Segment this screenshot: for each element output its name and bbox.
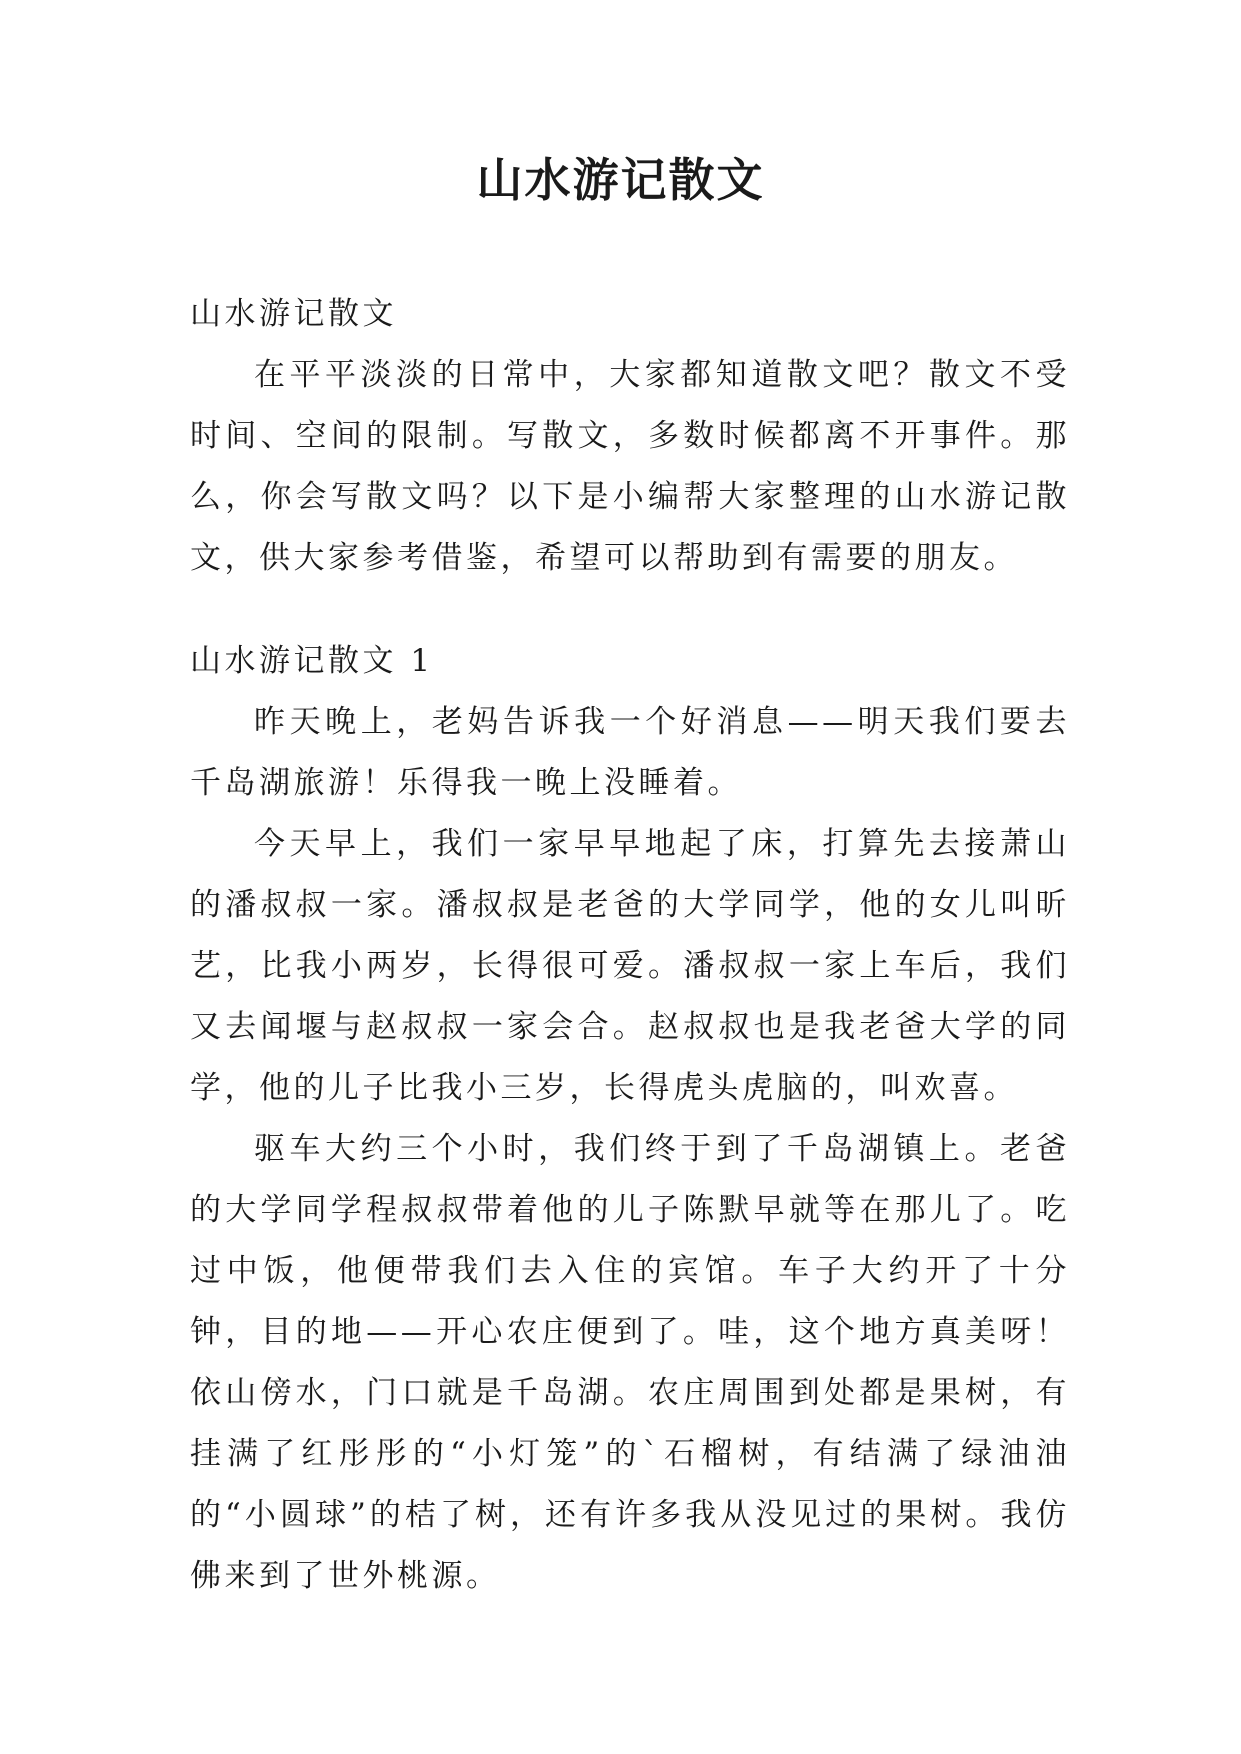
- article-section: [190, 631, 1070, 1607]
- article-paragraph: 驱车大约三个小时，我们终于到了千岛湖镇上。老爸的大学同学程叔叔带着他的儿子陈默早就等在那儿了。吃过中饭，他便带我们去入住的宾馆。车子大约开了十分钟，目的地——开心农庄便到了。哇，这个地方真美呀！依山傍水，门口就是千岛湖。农庄周围到处都是果树，有挂满了红彤彤的“小灯笼”的`石榴树，有结满了绿油油的“小圆球”的桔了树，还有许多我从没见过的果树。我仿佛来到了世外桃源。: [190, 1131, 1070, 1594]
- article-paragraph: 昨天晚上，老妈告诉我一个好消息——明天我们要去千岛湖旅游！乐得我一晚上没睡着。: [190, 704, 1070, 801]
- intro-paragraph: 在平平淡淡的日常中，大家都知道散文吧？散文不受时间、空间的限制。写散文，多数时候都离不开事件。那么，你会写散文吗？以下是小编帮大家整理的山水游记散文，供大家参考借鉴，希望可以帮助到有需要的朋友。: [190, 357, 1070, 576]
- document-title: 山水游记散文: [476, 153, 765, 207]
- article-heading: 山水游记散文 1: [190, 643, 434, 679]
- intro-section: [190, 284, 1070, 589]
- article-paragraph: 今天早上，我们一家早早地起了床，打算先去接萧山的潘叔叔一家。潘叔叔是老爸的大学同学，他的女儿叫昕艺，比我小两岁，长得很可爱。潘叔叔一家上车后，我们又去闻堰与赵叔叔一家会合。赵叔叔也是我老爸大学的同学，他的儿子比我小三岁，长得虎头虎脑的，叫欢喜。: [190, 826, 1070, 1106]
- intro-heading: 山水游记散文: [190, 296, 397, 332]
